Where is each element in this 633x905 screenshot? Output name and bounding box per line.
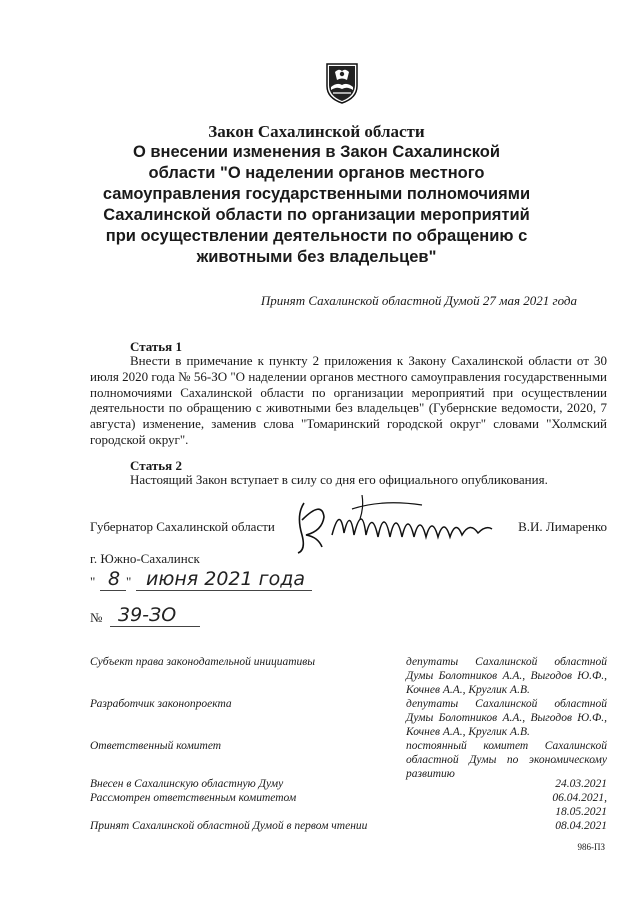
article-2-heading: Статья 2	[130, 458, 182, 473]
info-row	[90, 697, 607, 739]
info-value: постоянный комитет Сахалинской областной Думы по экономическому развитию	[406, 740, 607, 780]
signatory-position: Губернатор Сахалинской области	[90, 519, 275, 534]
date-label: Рассмотрен ответственным комитетом	[90, 792, 297, 804]
date-row	[90, 819, 607, 833]
law-subject-line: Сахалинской области по организации мероприятий	[103, 206, 530, 224]
number-symbol: №	[90, 610, 103, 625]
info-label: Ответственный комитет	[90, 740, 222, 752]
article-2-text: Настоящий Закон вступает в силу со дня его официального опубликования.	[130, 472, 548, 487]
date-row	[90, 805, 607, 819]
title-block	[60, 122, 573, 268]
info-value: депутаты Сахалинской областной Думы Болотников А.А., Выгодов Ю.Ф., Кочнев А.А., Круглик А.В.	[406, 698, 607, 738]
date-row	[90, 791, 607, 805]
date-day: 8	[108, 568, 121, 590]
date-row	[90, 777, 607, 791]
signatory-name: В.И. Лимаренко	[518, 519, 607, 534]
city: г. Южно-Сахалинск	[90, 551, 200, 566]
signing-date	[90, 568, 320, 598]
date-label: Внесен в Сахалинскую областную Думу	[90, 778, 284, 790]
article-1-text: Внести в примечание к пункту 2 приложения к Закону Сахалинской области от 30 июля 2020 года № 56-ЗО "О наделении органов местного самоуправления государственными полномочиями Сахалинской области по организации мероприятий при осуществлении деятельности по обращению с животными без владельцев" (Губернские ведомости, 2020, 7 августа) изменение, заменив слова "Томаринский городской округ" словами "Холмский городской округ".	[90, 353, 607, 447]
date-value: 18.05.2021	[555, 806, 607, 818]
adoption-note: Принят Сахалинской областной Думой 27 мая 2021 года	[260, 293, 577, 308]
process-dates	[90, 777, 607, 833]
date-value: 06.04.2021,	[552, 792, 607, 804]
info-row	[90, 655, 607, 697]
coat-of-arms-icon	[325, 60, 359, 104]
number-value: 39-ЗО	[118, 604, 177, 626]
law-subject-line: области "О наделении органов местного	[148, 164, 485, 182]
handwritten-signature-icon	[292, 495, 502, 555]
info-value: депутаты Сахалинской областной Думы Болотников А.А., Выгодов Ю.Ф., Кочнев А.А., Круглик А.В.	[406, 656, 607, 696]
info-label: Субъект права законодательной инициативы	[90, 656, 316, 668]
date-value: 08.04.2021	[555, 820, 607, 832]
law-subject-line: самоуправления государственными полномочиями	[102, 185, 531, 203]
law-subject	[60, 142, 573, 268]
law-subject-line: животными без владельцев"	[196, 248, 437, 266]
law-subject-line: О внесении изменения в Закон Сахалинской	[132, 143, 501, 161]
info-row	[90, 739, 607, 781]
document-code: 986-ПЗ	[577, 842, 605, 852]
law-subject-line: при осуществлении деятельности по обращению с	[105, 227, 528, 245]
info-label: Разработчик законопроекта	[90, 698, 232, 710]
date-quote-open: "	[90, 574, 96, 589]
date-month-year: июня 2021 года	[146, 568, 306, 590]
date-label: Принят Сахалинской областной Думой в первом чтении	[90, 820, 368, 832]
date-quote-close: "	[126, 574, 132, 589]
law-title: Закон Сахалинской области	[208, 122, 425, 141]
article-1-heading: Статья 1	[130, 339, 182, 354]
date-value: 24.03.2021	[555, 778, 607, 790]
law-number	[90, 606, 210, 632]
